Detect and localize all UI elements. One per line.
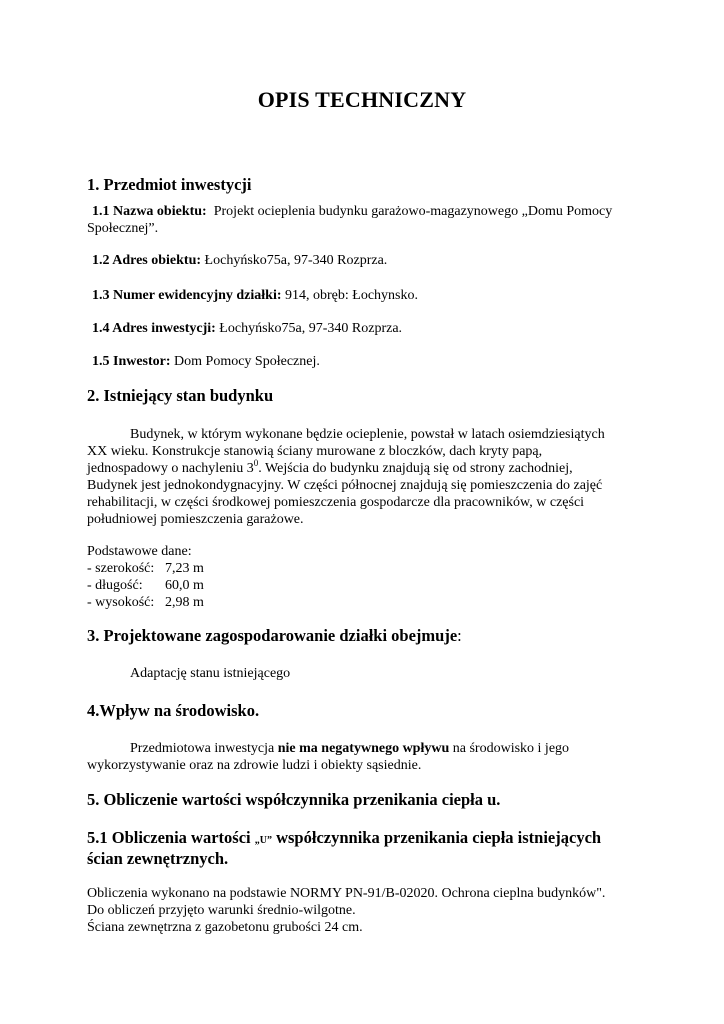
paragraph-line: Do obliczeń przyjęto warunki średnio-wilgotne. (87, 903, 356, 918)
paragraph-line: Budynek jest jednokondygnacyjny. W części północnej znajdują się pomieszczenia do zajęć (87, 478, 603, 493)
section-3-colon: : (457, 626, 462, 645)
dimension-width (87, 560, 204, 577)
section-3-heading (87, 626, 462, 646)
section-3-text: Adaptację stanu istniejącego (130, 666, 291, 681)
section-2-heading: 2. Istniejący stan budynku (87, 386, 274, 405)
paragraph-line: rehabilitacji, w części środkowej pomieszczenia gospodarcze dla pracowników, w części (87, 495, 585, 510)
u-symbol: „U” (254, 835, 272, 846)
dimension-length (87, 577, 204, 594)
page-title: OPIS TECHNICZNY (257, 87, 467, 112)
dimension-height (87, 594, 204, 611)
item-1-4 (92, 320, 402, 337)
item-1-5 (92, 353, 320, 370)
section-5-heading: 5. Obliczenie wartości współczynnika przenikania ciepła u. (87, 790, 501, 809)
paragraph-text: . Wejścia do budynku znajdują się od strony zachodniej, (258, 461, 573, 476)
emphasis-text: nie ma negatywnego wpływu (277, 741, 450, 756)
dimension-height-label: - wysokość: (87, 595, 155, 610)
paragraph-line: XX wieku. Konstrukcje stanowią ściany murowane z bloczków, dach kryty papą, (87, 444, 543, 459)
section-5-1-heading-cont: ścian zewnętrznych. (87, 849, 229, 868)
dimension-height-value: 2,98 m (165, 595, 204, 610)
item-1-1 (92, 203, 612, 220)
item-1-2-value: Łochyńsko75a, 97-340 Rozprza. (204, 253, 388, 268)
dimension-width-label: - szerokość: (87, 561, 155, 576)
paragraph-text: Przedmiotowa inwestycja (130, 741, 278, 756)
paragraph-text: na środowisko i jego (449, 741, 570, 756)
basic-data-label: Podstawowe dane: (87, 544, 192, 559)
paragraph-text: jednospadowy o nachyleniu 3 (87, 461, 254, 476)
item-1-1-label: 1.1 Nazwa obiektu: (92, 204, 207, 219)
item-1-5-value: Dom Pomocy Społecznej. (174, 354, 320, 369)
paragraph-line: południowej pomieszczenia garażowe. (87, 512, 304, 527)
degree-superscript: 0 (253, 458, 259, 468)
paragraph-line: Obliczenia wykonano na podstawie NORMY PN-91/B-02020. Ochrona cieplna budynków". (87, 886, 606, 901)
paragraph-line (87, 460, 573, 478)
paragraph-line: Budynek, w którym wykonane będzie ocieplenie, powstał w latach osiemdziesiątych (130, 427, 605, 442)
dimension-width-value: 7,23 m (165, 561, 204, 576)
dimension-length-label: - długość: (87, 578, 143, 593)
item-1-1-value: Projekt ocieplenia budynku garażowo-magazynowego „Domu Pomocy (213, 204, 613, 219)
section-5-1-heading-text: współczynnika przenikania ciepła istniejących (271, 828, 602, 847)
item-1-3-value: 914, obręb: Łochynsko. (285, 288, 418, 303)
item-1-3 (92, 287, 418, 304)
section-4-heading: 4.Wpływ na środowisko. (87, 701, 260, 720)
section-5-1-heading (87, 828, 601, 848)
section-5-1-heading-text: 5.1 Obliczenia wartości (87, 828, 255, 847)
section-3-heading-text: 3. Projektowane zagospodarowanie działki obejmuje (87, 626, 458, 645)
item-1-2-label: 1.2 Adres obiektu: (92, 253, 202, 268)
item-1-4-label: 1.4 Adres inwestycji: (92, 321, 216, 336)
item-1-2 (92, 252, 387, 269)
paragraph-line: Ściana zewnętrzna z gazobetonu grubości 24 cm. (87, 920, 363, 935)
dimension-length-value: 60,0 m (165, 578, 204, 593)
paragraph-line (130, 740, 569, 757)
item-1-1-value-cont: Społecznej”. (87, 221, 159, 236)
item-1-4-value: Łochyńsko75a, 97-340 Rozprza. (219, 321, 403, 336)
item-1-3-label: 1.3 Numer ewidencyjny działki: (92, 288, 282, 303)
paragraph-line: wykorzystywanie oraz na zdrowie ludzi i obiekty sąsiednie. (87, 758, 422, 773)
item-1-5-label: 1.5 Inwestor: (92, 354, 171, 369)
section-1-heading: 1. Przedmiot inwestycji (87, 175, 252, 194)
